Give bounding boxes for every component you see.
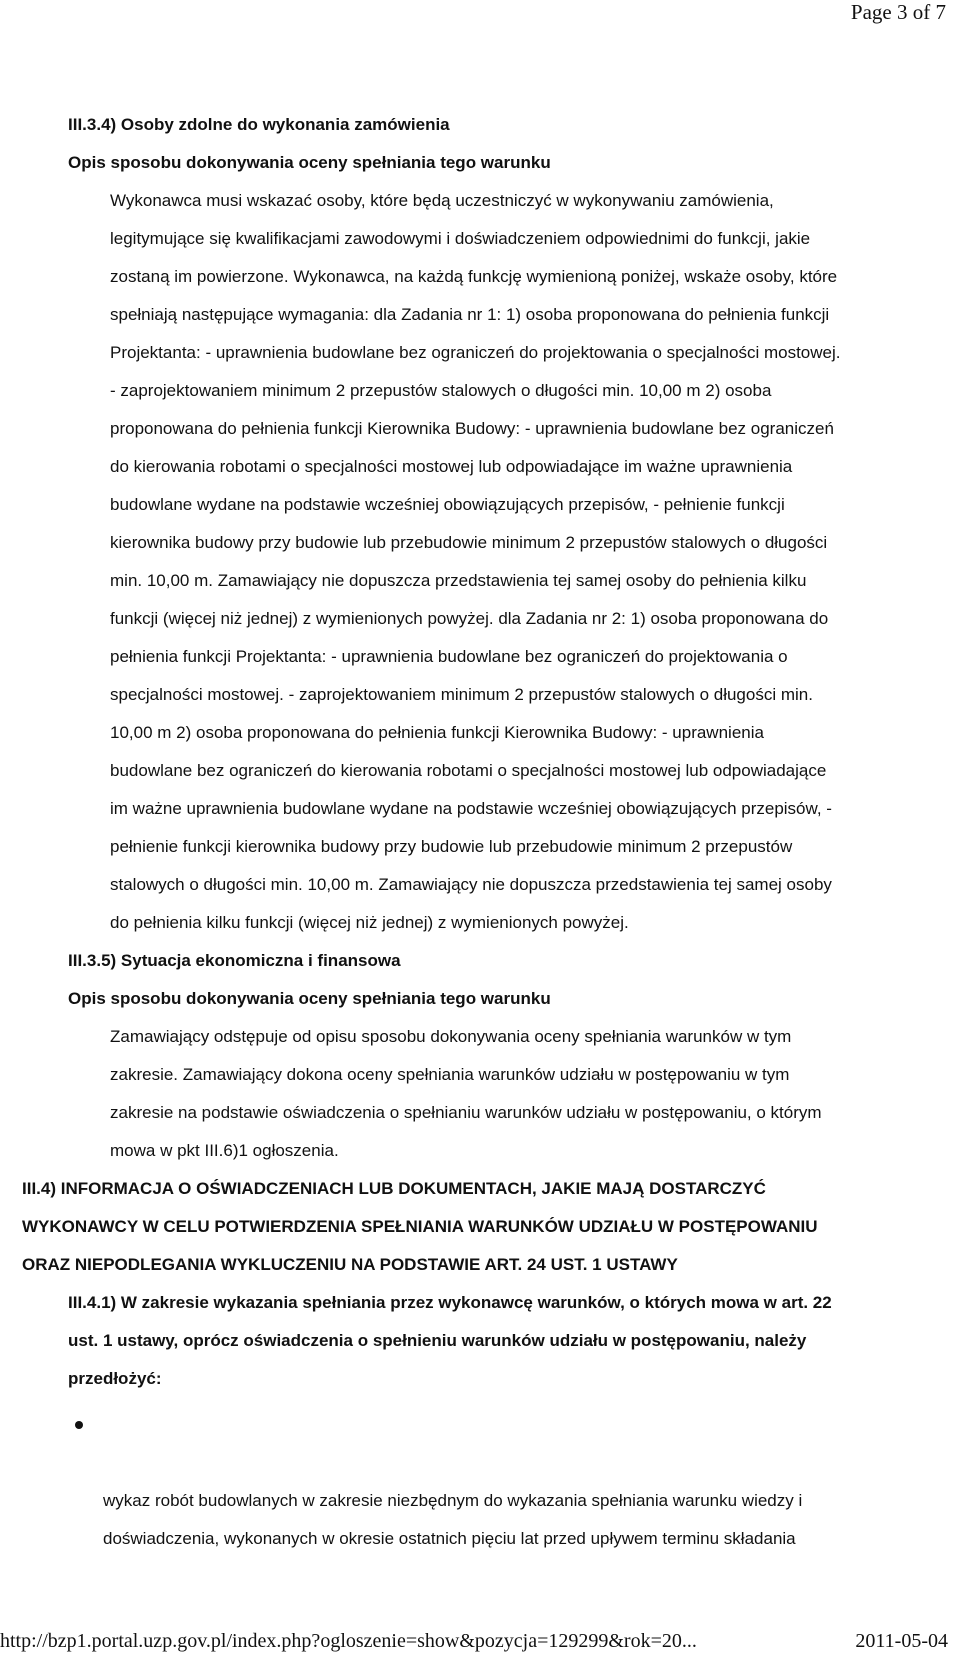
section-heading-iii-3-5: III.3.5) Sytuacja ekonomiczna i finansowa	[68, 951, 401, 970]
footer-url: http://bzp1.portal.uzp.gov.pl/index.php?ogloszenie=show&pozycja=129299&rok=20...	[0, 1630, 697, 1652]
page-number: Page 3 of 7	[850, 0, 946, 24]
section-heading-iii-4-1: III.4.1) W zakresie wykazania spełniania przez wykonawcę warunków, o których mowa w art. 22 ust. 1 ustawy, oprócz oświadczenia o spełnieniu warunków udziału w postępowaniu, należy przedłożyć:	[68, 1293, 832, 1388]
list-item	[0, 1406, 960, 1558]
section-subheading-iii-3-5: Opis sposobu dokonywania oceny spełniania tego warunku	[68, 989, 551, 1008]
section-text-iii-3-4: Wykonawca musi wskazać osoby, które będą uczestniczyć w wykonywaniu zamówienia, legitymujące się kwalifikacjami zawodowymi i doświadczeniem odpowiednimi do funkcji, jakie zostaną im powierzone. Wykonawca, na każdą funkcję wymienioną poniżej, wskaże osoby, które spełniają następujące wymagania: dla Zadania nr 1: 1) osoba proponowana do pełnienia funkcji Projektanta: - uprawnienia budowlane bez ograniczeń do projektowania o specjalności mostowej. - zaprojektowaniem minimum 2 przepustów stalowych o długości min. 10,00 m 2) osoba proponowana do pełnienia funkcji Kierownika Budowy: - uprawnienia budowlane bez ograniczeń do kierowania robotami o specjalności mostowej lub odpowiadające im ważne uprawnienia budowlane wydane na podstawie wcześniej obowiązujących przepisów, - pełnienie funkcji kierownika budowy przy budowie lub przebudowie minimum 2 przepustów stalowych o długości min. 10,00 m. Zamawiający nie dopuszcza przedstawienia tej samej osoby do pełnienia kilku funkcji (więcej niż jednej) z wymienionych powyżej. dla Zadania nr 2: 1) osoba proponowana do pełnienia funkcji Projektanta: - uprawnienia budowlane bez ograniczeń do projektowania o specjalności mostowej. - zaprojektowaniem minimum 2 przepustów stalowych o długości min. 10,00 m 2) osoba proponowana do pełnienia funkcji Kierownika Budowy: - uprawnienia budowlane bez ograniczeń do kierowania robotami o specjalności mostowej lub odpowiadające im ważne uprawnienia budowlane wydane na podstawie wcześniej obowiązujących przepisów, - pełnienie funkcji kierownika budowy przy budowie lub przebudowie minimum 2 przepustów stalowych o długości min. 10,00 m. Zamawiający nie dopuszcza przedstawienia tej samej osoby do pełnienia kilku funkcji (więcej niż jednej) z wymienionych powyżej.	[110, 191, 841, 932]
requirements-list	[0, 1406, 960, 1558]
list-item-text: wykaz robót budowlanych w zakresie niezbędnym do wykazania spełniania warunku wiedzy i doświadczenia, wykonanych w okresie ostatnich pięciu lat przed upływem terminu składania	[103, 1491, 803, 1548]
bullet-icon	[75, 1421, 83, 1429]
document-body	[0, 106, 960, 1558]
section-text-iii-3-5: Zamawiający odstępuje od opisu sposobu dokonywania oceny spełniania warunków w tym zakresie. Zamawiający dokona oceny spełniania warunków udziału w postępowaniu w tym zakresie na podstawie oświadczenia o spełnianiu warunków udziału w postępowaniu, o którym mowa w pkt III.6)1 ogłoszenia.	[110, 1027, 822, 1160]
section-heading-iii-4: III.4) INFORMACJA O OŚWIADCZENIACH LUB DOKUMENTACH, JAKIE MAJĄ DOSTARCZYĆ WYKONAWCY W CELU POTWIERDZENIA SPEŁNIANIA WARUNKÓW UDZIAŁU W POSTĘPOWANIU ORAZ NIEPODLEGANIA WYKLUCZENIU NA PODSTAWIE ART. 24 UST. 1 USTAWY	[22, 1179, 818, 1274]
section-heading-iii-3-4: III.3.4) Osoby zdolne do wykonania zamówienia	[68, 115, 450, 134]
page-footer	[0, 1628, 960, 1654]
section-subheading-iii-3-4: Opis sposobu dokonywania oceny spełniania tego warunku	[68, 153, 551, 172]
footer-date: 2011-05-04	[855, 1630, 948, 1652]
